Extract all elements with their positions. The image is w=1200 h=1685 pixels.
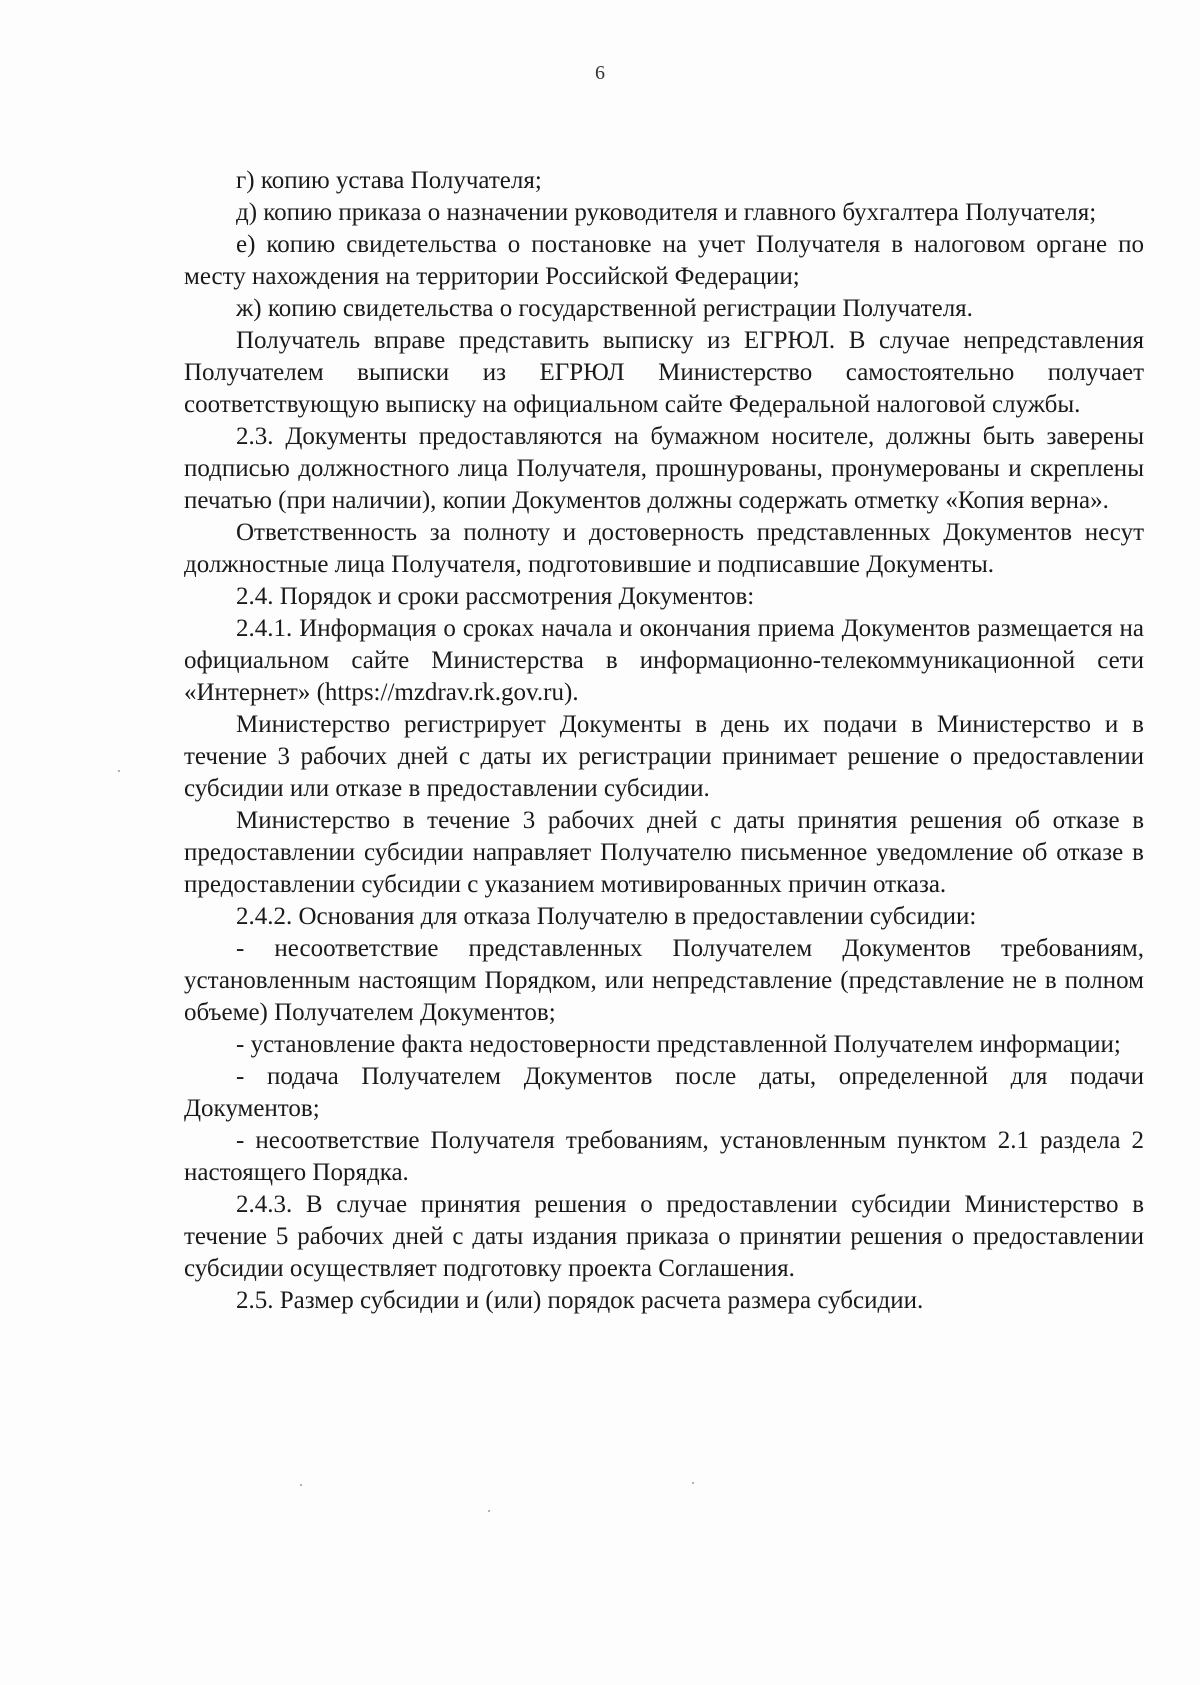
paragraph-responsibility: Ответственность за полноту и достоверность представленных Документов несут должностные лица Получателя, подготовившие и подписавшие Документы.: [184, 519, 1144, 578]
document-body: [184, 165, 1144, 1317]
paragraph-registration: Министерство регистрирует Документы в день их подачи в Министерство и в течение 3 рабочих дней с даты их регистрации принимает решение о предоставлении субсидии или отказе в предоставлении субсидии.: [184, 711, 1144, 802]
paragraph-2-4-2: 2.4.2. Основания для отказа Получателю в предоставлении субсидии:: [236, 903, 977, 930]
paragraph-refusal-notice: Министерство в течение 3 рабочих дней с даты принятия решения об отказе в предоставлении субсидии направляет Получателю письменное уведомление об отказе в предоставлении субсидии с указанием мотивированных причин отказа.: [184, 807, 1144, 898]
scan-speck: [300, 1484, 302, 1486]
paragraph-2-3: 2.3. Документы предоставляются на бумажном носителе, должны быть заверены подписью должностного лица Получателя, прошнурованы, пронумерованы и скреплены печатью (при наличии), копии Документов должны содержать отметку «Копия верна».: [184, 423, 1144, 514]
paragraph-item-zh: ж) копию свидетельства о государственной регистрации Получателя.: [236, 295, 973, 322]
paragraph-item-g: г) копию устава Получателя;: [236, 167, 542, 194]
paragraph-2-4: 2.4. Порядок и сроки рассмотрения Документов:: [236, 583, 755, 610]
paragraph-item-e: е) копию свидетельства о постановке на учет Получателя в налоговом органе по месту нахождения на территории Российской Федерации;: [184, 231, 1144, 290]
paragraph-2-5: 2.5. Размер субсидии и (или) порядок расчета размера субсидии.: [236, 1287, 924, 1314]
scan-speck: [692, 1482, 694, 1484]
paragraph-ground-4: - несоответствие Получателя требованиям, установленным пунктом 2.1 раздела 2 настоящего Порядка.: [184, 1127, 1144, 1186]
paragraph-ground-2: - установление факта недостоверности представленной Получателем информации;: [236, 1031, 1121, 1058]
paragraph-2-4-3: 2.4.3. В случае принятия решения о предоставлении субсидии Министерство в течение 5 рабочих дней с даты издания приказа о принятии решения о предоставлении субсидии осуществляет подготовку проекта Соглашения.: [184, 1191, 1144, 1282]
paragraph-2-4-1: 2.4.1. Информация о сроках начала и окончания приема Документов размещается на официальном сайте Министерства в информационно-телекоммуникационной сети «Интернет» (https://mzdrav.rk.gov.ru).: [184, 615, 1144, 706]
paragraph-ground-1: - несоответствие представленных Получателем Документов требованиям, установленным настоящим Порядком, или непредставление (представление не в полном объеме) Получателем Документов;: [184, 935, 1144, 1026]
paragraph-ground-3: - подача Получателем Документов после даты, определенной для подачи Документов;: [184, 1063, 1144, 1122]
paragraph-item-d: д) копию приказа о назначении руководителя и главного бухгалтера Получателя;: [236, 199, 1097, 226]
page-number: 6: [595, 62, 605, 84]
scan-speck: [488, 1510, 490, 1512]
paragraph-egrul: Получатель вправе представить выписку из ЕГРЮЛ. В случае непредставления Получателем выписки из ЕГРЮЛ Министерство самостоятельно получает соответствующую выписку на официальном сайте Федеральной налоговой службы.: [184, 327, 1144, 418]
scan-speck: [118, 770, 120, 772]
